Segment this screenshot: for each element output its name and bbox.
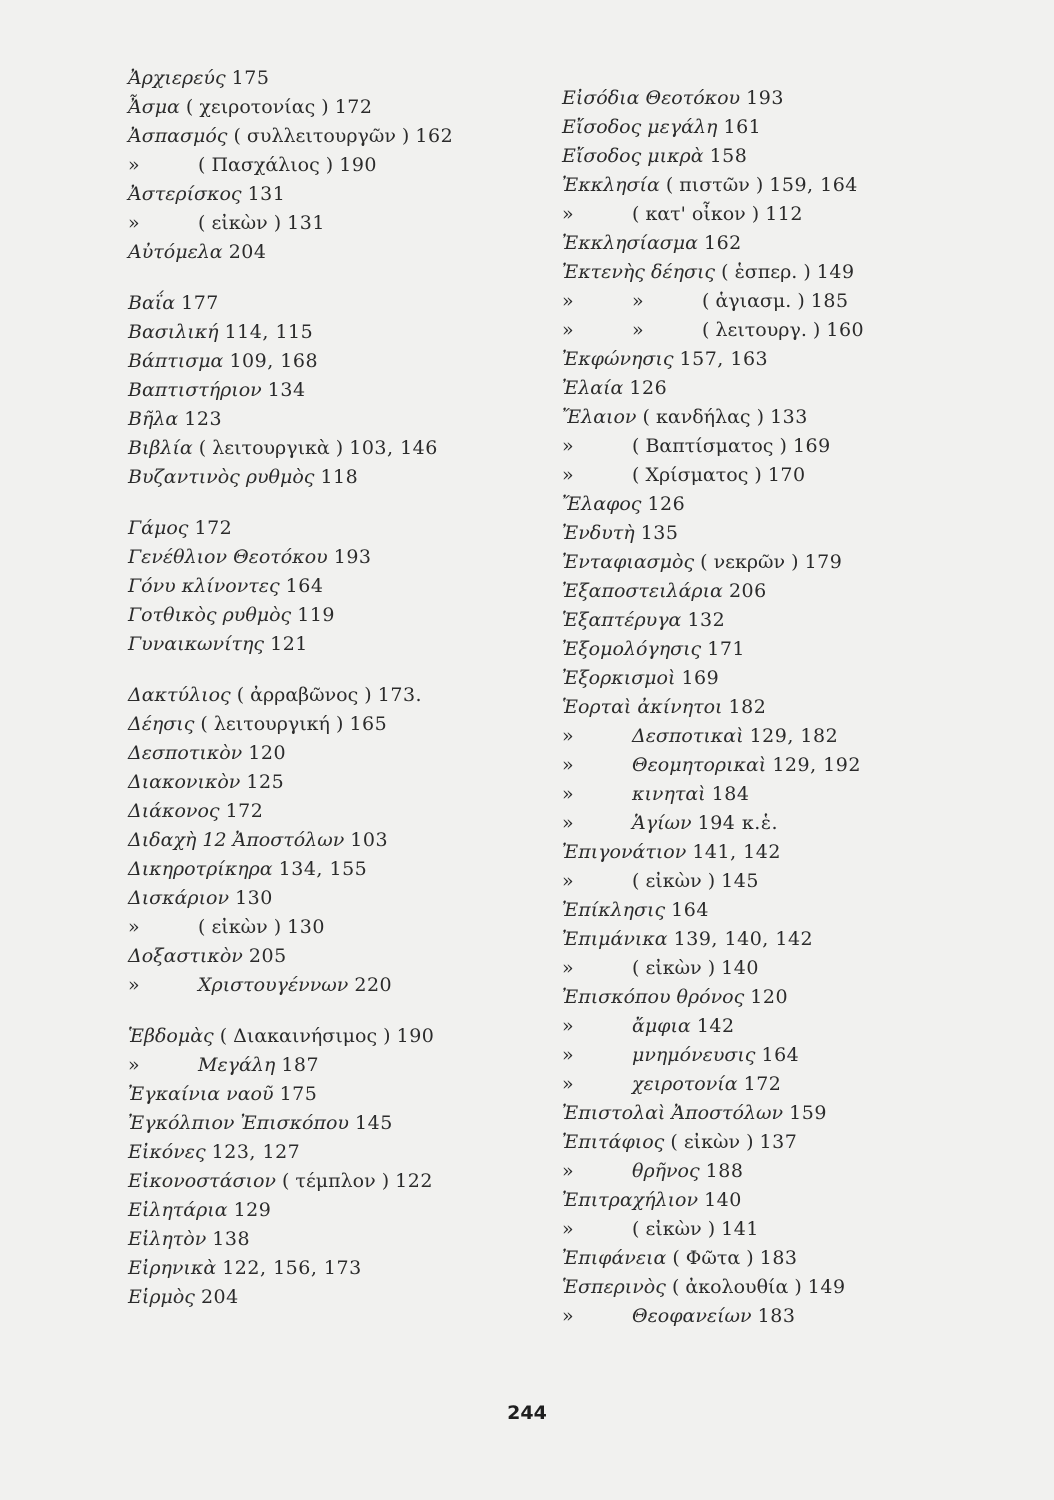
ditto-mark: » [562, 1015, 574, 1037]
index-entry [128, 601, 538, 630]
entry-page-numbers: 172 [334, 96, 373, 118]
entry-term: Ἐκτενὴς δέησις [562, 261, 716, 283]
entry-page-numbers: 145 [355, 1112, 393, 1134]
letter-group-spacer [128, 659, 538, 681]
index-entry [128, 1196, 538, 1225]
index-entry [562, 374, 1002, 403]
entry-term: ἄμφια [632, 1015, 691, 1037]
entry-page-numbers: 158 [709, 145, 748, 167]
entry-page-numbers: 175 [279, 1083, 318, 1105]
ditto-mark: » [562, 435, 574, 457]
entry-note: ( ἀκολουθία ) [671, 1276, 802, 1298]
entry-page-numbers: 137 [759, 1131, 798, 1153]
entry-page-numbers: 131 [287, 212, 325, 234]
index-entry [562, 635, 1002, 664]
entry-page-numbers: 139, 140, 142 [673, 928, 814, 950]
entry-term: χειροτονία [632, 1073, 738, 1095]
index-entry [128, 122, 538, 151]
entry-term: Ἐγκαίνια ναοῦ [128, 1083, 274, 1105]
index-entry [128, 238, 538, 267]
entry-note: ( εἰκὼν ) [632, 870, 716, 892]
entry-page-numbers: 141, 142 [692, 841, 781, 863]
index-column-left [128, 64, 538, 1312]
entry-term: θρῆνος [632, 1160, 700, 1182]
entry-page-numbers: 185 [810, 290, 849, 312]
entry-term: Ἐξορκισμοὶ [562, 667, 676, 689]
entry-page-numbers: 140 [721, 957, 759, 979]
entry-page-numbers: 170 [767, 464, 806, 486]
ditto-mark: » [562, 754, 574, 776]
entry-page-numbers: 162 [415, 125, 454, 147]
entry-page-numbers: 193 [333, 546, 372, 568]
index-entry [562, 1244, 1002, 1273]
ditto-mark: » [128, 916, 140, 938]
index-entry [562, 548, 1002, 577]
ditto-mark: » [562, 1218, 574, 1240]
entry-page-numbers: 169 [681, 667, 720, 689]
entry-page-numbers: 183 [759, 1247, 798, 1269]
entry-page-numbers: 172 [194, 517, 233, 539]
entry-page-numbers: 188 [705, 1160, 744, 1182]
entry-page-numbers: 165 [349, 713, 388, 735]
index-entry [128, 1138, 538, 1167]
entry-page-numbers: 149 [807, 1276, 846, 1298]
entry-page-numbers: 164 [671, 899, 709, 921]
entry-page-numbers: 114, 115 [224, 321, 314, 343]
entry-term: Ἐπίκλησις [562, 899, 666, 921]
entry-page-numbers: 149 [816, 261, 855, 283]
entry-page-numbers: 130 [287, 916, 325, 938]
entry-term: Γενέθλιον Θεοτόκου [128, 546, 328, 568]
entry-page-numbers: 126 [647, 493, 686, 515]
entry-page-numbers: 125 [246, 771, 285, 793]
index-entry [562, 1215, 1002, 1244]
entry-term: Γάμος [128, 517, 189, 539]
entry-page-numbers: 135 [640, 522, 679, 544]
index-entry [128, 463, 538, 492]
ditto-mark: » [128, 974, 140, 996]
index-entry [562, 1186, 1002, 1215]
entry-note: ( Διακαινήσιμος ) [219, 1025, 391, 1047]
entry-term: Ἀρχιερεύς [128, 67, 226, 89]
entry-term: Εἴσοδος μεγάλη [562, 116, 718, 138]
entry-page-numbers: 194 κ.ἑ. [697, 812, 779, 834]
index-entry [562, 461, 1002, 490]
entry-page-numbers: 123, 127 [211, 1141, 301, 1163]
ditto-mark: » [632, 290, 644, 312]
index-entry [128, 1080, 538, 1109]
index-entry [562, 722, 1002, 751]
ditto-mark: » [562, 1305, 574, 1327]
entry-page-numbers: 187 [281, 1054, 320, 1076]
entry-term: Ἐπιμάνικα [562, 928, 668, 950]
entry-page-numbers: 123 [184, 408, 223, 430]
entry-term: Δεσποτικαὶ [632, 725, 744, 747]
entry-page-numbers: 204 [200, 1286, 239, 1308]
entry-note: ( κατ' οἶκον ) [632, 203, 760, 225]
entry-term: Δεσποτικὸν [128, 742, 243, 764]
index-entry [562, 751, 1002, 780]
index-entry [562, 838, 1002, 867]
entry-page-numbers: 164 [761, 1044, 800, 1066]
entry-page-numbers: 121 [270, 633, 308, 655]
index-entry [562, 693, 1002, 722]
entry-note: ( Φῶτα ) [672, 1247, 754, 1269]
index-entry [128, 209, 538, 238]
entry-term: κινηταὶ [632, 783, 706, 805]
index-entry [128, 1109, 538, 1138]
ditto-mark: » [562, 1160, 574, 1182]
index-entry [562, 432, 1002, 461]
entry-page-numbers: 205 [248, 945, 287, 967]
entry-page-numbers: 103 [350, 829, 389, 851]
entry-term: Διάκονος [128, 800, 220, 822]
entry-note: ( συλλειτουργῶν ) [233, 125, 410, 147]
ditto-mark: » [562, 464, 574, 486]
entry-page-numbers: 182 [728, 696, 767, 718]
entry-page-numbers: 160 [826, 319, 865, 341]
ditto-mark: » [562, 783, 574, 805]
entry-note: ( κανδήλας ) [642, 406, 765, 428]
index-entry [128, 1167, 538, 1196]
index-entry [562, 664, 1002, 693]
entry-term: Ἐπιτραχήλιον [562, 1189, 699, 1211]
entry-term: Ἐπιφάνεια [562, 1247, 667, 1269]
entry-term: Θεοφανείων [632, 1305, 752, 1327]
entry-term: Ἀσπασμός [128, 125, 228, 147]
index-entry [128, 630, 538, 659]
index-entry [562, 867, 1002, 896]
entry-page-numbers: 171 [707, 638, 745, 660]
entry-page-numbers: 220 [354, 974, 393, 996]
entry-page-numbers: 138 [212, 1228, 251, 1250]
index-entry [562, 171, 1002, 200]
entry-term: Γόνυ κλίνοντες [128, 575, 280, 597]
entry-note: ( εἰκὼν ) [198, 212, 282, 234]
entry-page-numbers: 145 [721, 870, 759, 892]
letter-group-spacer [128, 1000, 538, 1022]
ditto-mark: » [562, 1044, 574, 1066]
index-entry [128, 376, 538, 405]
index-entry [562, 896, 1002, 925]
entry-page-numbers: 122, 156, 173 [222, 1257, 362, 1279]
entry-term: Αὐτόμελα [128, 241, 223, 263]
entry-term: Ἐπιγονάτιον [562, 841, 687, 863]
index-entry [562, 1157, 1002, 1186]
entry-term: Ἐπισκόπου θρόνος [562, 986, 745, 1008]
index-entry [128, 434, 538, 463]
index-entry [562, 1273, 1002, 1302]
index-entry [128, 884, 538, 913]
index-entry [562, 345, 1002, 374]
index-entry [128, 942, 538, 971]
ditto-mark: » [128, 212, 140, 234]
entry-term: Ἑξαπτέρυγα [562, 609, 682, 631]
entry-term: Βαπτιστήριον [128, 379, 262, 401]
entry-page-numbers: 159, 164 [769, 174, 858, 196]
index-entry [562, 200, 1002, 229]
page-number: 244 [507, 1402, 547, 1424]
index-entry [562, 1302, 1002, 1331]
entry-term: Γοτθικὸς ρυθμὸς [128, 604, 292, 626]
index-entry [562, 142, 1002, 171]
entry-term: Βαΐα [128, 292, 176, 314]
entry-term: Χριστουγέννων [198, 974, 349, 996]
letter-group-spacer [128, 267, 538, 289]
entry-term: Δοξαστικὸν [128, 945, 243, 967]
entry-term: Ἐκκλησία [562, 174, 660, 196]
entry-term: Βάπτισμα [128, 350, 224, 372]
entry-note: ( εἰκὼν ) [198, 916, 282, 938]
entry-note: ( εἰκὼν ) [632, 1218, 716, 1240]
entry-term: Βιβλία [128, 437, 193, 459]
entry-term: Εἰκονοστάσιον [128, 1170, 276, 1192]
entry-page-numbers: 162 [704, 232, 742, 254]
entry-note: ( ἑσπερ. ) [721, 261, 811, 283]
entry-page-numbers: 206 [728, 580, 767, 602]
entry-page-numbers: 129 [233, 1199, 272, 1221]
index-entry [128, 180, 538, 209]
index-entry [562, 113, 1002, 142]
entry-note: ( νεκρῶν ) [700, 551, 799, 573]
index-entry [562, 229, 1002, 258]
entry-note: ( ἀρραβῶνος ) [236, 684, 372, 706]
ditto-mark: » [128, 1054, 140, 1076]
index-entry [562, 1099, 1002, 1128]
entry-term: Εἰλητὸν [128, 1228, 207, 1250]
entry-page-numbers: 164 [285, 575, 324, 597]
entry-term: Βῆλα [128, 408, 179, 430]
entry-term: Ἑβδομὰς [128, 1025, 214, 1047]
entry-page-numbers: 204 [228, 241, 267, 263]
entry-term: Ἐπιτάφιος [562, 1131, 665, 1153]
index-entry [128, 318, 538, 347]
entry-term: Ἐνδυτὴ [562, 522, 635, 544]
index-entry [128, 93, 538, 122]
entry-page-numbers: 141 [721, 1218, 759, 1240]
index-entry [562, 606, 1002, 635]
index-entry [562, 519, 1002, 548]
entry-term: μνημόνευσις [632, 1044, 756, 1066]
entry-page-numbers: 112 [765, 203, 803, 225]
entry-note: ( χειροτονίας ) [185, 96, 329, 118]
entry-term: Γυναικωνίτης [128, 633, 265, 655]
entry-page-numbers: 130 [235, 887, 273, 909]
index-entry [562, 1128, 1002, 1157]
index-entry [128, 855, 538, 884]
index-entry [562, 1041, 1002, 1070]
ditto-mark: » [562, 1073, 574, 1095]
index-entry [562, 809, 1002, 838]
index-entry [128, 971, 538, 1000]
entry-page-numbers: 118 [320, 466, 359, 488]
entry-term: Ἐξομολόγησις [562, 638, 702, 660]
entry-page-numbers: 190 [339, 154, 378, 176]
entry-page-numbers: 134 [267, 379, 306, 401]
entry-term: Ἁγίων [632, 812, 692, 834]
entry-page-numbers: 126 [629, 377, 668, 399]
entry-page-numbers: 161 [723, 116, 762, 138]
entry-term: Ἐλαία [562, 377, 624, 399]
entry-term: Ἐκκλησίασμα [562, 232, 698, 254]
entry-term: Εἰσόδια Θεοτόκου [562, 87, 741, 109]
index-entry [562, 403, 1002, 432]
entry-term: Δακτύλιος [128, 684, 231, 706]
index-entry [128, 913, 538, 942]
index-entry [128, 514, 538, 543]
index-column-right [562, 84, 1002, 1331]
entry-term: Δέησις [128, 713, 195, 735]
entry-term: Ἀστερίσκος [128, 183, 242, 205]
entry-term: Βυζαντινὸς ρυθμὸς [128, 466, 315, 488]
entry-note: ( εἰκὼν ) [670, 1131, 754, 1153]
entry-page-numbers: 129, 182 [749, 725, 839, 747]
index-entry [562, 316, 1002, 345]
index-entry [562, 258, 1002, 287]
entry-page-numbers: 119 [297, 604, 336, 626]
entry-term: Ἑορταὶ ἀκίνητοι [562, 696, 723, 718]
ditto-mark: » [632, 319, 644, 341]
entry-page-numbers: 142 [696, 1015, 735, 1037]
entry-term: Βασιλική [128, 321, 219, 343]
entry-term: Εἰλητάρια [128, 1199, 228, 1221]
entry-term: Ἑσπερινὸς [562, 1276, 666, 1298]
ditto-mark: » [562, 725, 574, 747]
entry-note: ( λειτουργ. ) [702, 319, 821, 341]
index-entry [128, 543, 538, 572]
ditto-mark: » [562, 203, 574, 225]
entry-term: Ἔλαφος [562, 493, 642, 515]
entry-term: Εἱρμὸς [128, 1286, 195, 1308]
entry-page-numbers: 172 [743, 1073, 782, 1095]
entry-page-numbers: 175 [231, 67, 270, 89]
index-entry [128, 1225, 538, 1254]
entry-page-numbers: 157, 163 [679, 348, 769, 370]
entry-term: Θεομητορικαὶ [632, 754, 767, 776]
entry-term: Δικηροτρίκηρα [128, 858, 273, 880]
index-entry [128, 289, 538, 318]
entry-term: Εἴσοδος μικρὰ [562, 145, 704, 167]
index-entry [128, 572, 538, 601]
entry-page-numbers: 129, 192 [772, 754, 861, 776]
index-entry [128, 1254, 538, 1283]
index-entry [128, 710, 538, 739]
index-entry [128, 739, 538, 768]
entry-note: ( λειτουργικὰ ) [198, 437, 344, 459]
entry-note: ( Βαπτίσματος ) [632, 435, 787, 457]
entry-term: Ἐπιστολαὶ Ἀποστόλων [562, 1102, 784, 1124]
index-entry [562, 925, 1002, 954]
entry-page-numbers: 159 [789, 1102, 827, 1124]
entry-page-numbers: 193 [746, 87, 784, 109]
index-entry [128, 1022, 538, 1051]
entry-term: Διακονικὸν [128, 771, 241, 793]
entry-page-numbers: 177 [181, 292, 219, 314]
entry-note: ( Χρίσματος ) [632, 464, 762, 486]
entry-note: ( Πασχάλιος ) [198, 154, 334, 176]
entry-note: ( ἁγιασμ. ) [702, 290, 805, 312]
letter-group-spacer [128, 492, 538, 514]
entry-note: ( τέμπλον ) [281, 1170, 390, 1192]
entry-page-numbers: 120 [248, 742, 287, 764]
entry-term: Διδαχὴ 12 Ἀποστόλων [128, 829, 345, 851]
index-entry [562, 287, 1002, 316]
entry-term: Ἐνταφιασμὸς [562, 551, 695, 573]
index-entry [128, 797, 538, 826]
entry-note: ( εἰκὼν ) [632, 957, 716, 979]
entry-page-numbers: 109, 168 [229, 350, 319, 372]
entry-page-numbers: 134, 155 [278, 858, 368, 880]
index-entry [128, 768, 538, 797]
index-entry [562, 490, 1002, 519]
index-entry [562, 577, 1002, 606]
entry-page-numbers: 184 [711, 783, 750, 805]
ditto-mark: » [562, 319, 574, 341]
index-entry [562, 84, 1002, 113]
entry-term: Δισκάριον [128, 887, 230, 909]
index-entry [128, 1283, 538, 1312]
entry-page-numbers: 131 [247, 183, 286, 205]
index-entry [128, 681, 538, 710]
index-entry [562, 983, 1002, 1012]
entry-page-numbers: 133 [770, 406, 808, 428]
index-entry [128, 405, 538, 434]
index-entry [562, 1012, 1002, 1041]
index-entry [562, 954, 1002, 983]
ditto-mark: » [128, 154, 140, 176]
index-entry [128, 1051, 538, 1080]
entry-page-numbers: 190 [396, 1025, 435, 1047]
index-entry [128, 826, 538, 855]
ditto-mark: » [562, 957, 574, 979]
ditto-mark: » [562, 812, 574, 834]
entry-page-numbers: 172 [225, 800, 264, 822]
entry-page-numbers: 132 [687, 609, 726, 631]
index-entry [128, 64, 538, 93]
ditto-mark: » [562, 870, 574, 892]
entry-page-numbers: 140 [704, 1189, 742, 1211]
index-entry [562, 780, 1002, 809]
entry-term: Εἰκόνες [128, 1141, 206, 1163]
entry-page-numbers: 183 [757, 1305, 796, 1327]
entry-note: ( πιστῶν ) [665, 174, 764, 196]
entry-term: Ἐγκόλπιον Ἐπισκόπου [128, 1112, 349, 1134]
entry-term: Ἔλαιον [562, 406, 637, 428]
entry-page-numbers: 179 [804, 551, 843, 573]
entry-page-numbers: 103, 146 [349, 437, 438, 459]
entry-note: ( λειτουργική ) [200, 713, 344, 735]
entry-page-numbers: 120 [750, 986, 789, 1008]
entry-term: Μεγάλη [198, 1054, 276, 1076]
entry-term: Ἐξαποστειλάρια [562, 580, 723, 602]
entry-term: Εἰρηνικὰ [128, 1257, 217, 1279]
ditto-mark: » [562, 290, 574, 312]
index-entry [128, 151, 538, 180]
entry-term: Ἐκφώνησις [562, 348, 674, 370]
entry-term: Ἆσμα [128, 96, 180, 118]
index-entry [128, 347, 538, 376]
entry-page-numbers: 122 [395, 1170, 433, 1192]
index-entry [562, 1070, 1002, 1099]
entry-page-numbers: 173. [377, 684, 423, 706]
entry-page-numbers: 169 [792, 435, 831, 457]
